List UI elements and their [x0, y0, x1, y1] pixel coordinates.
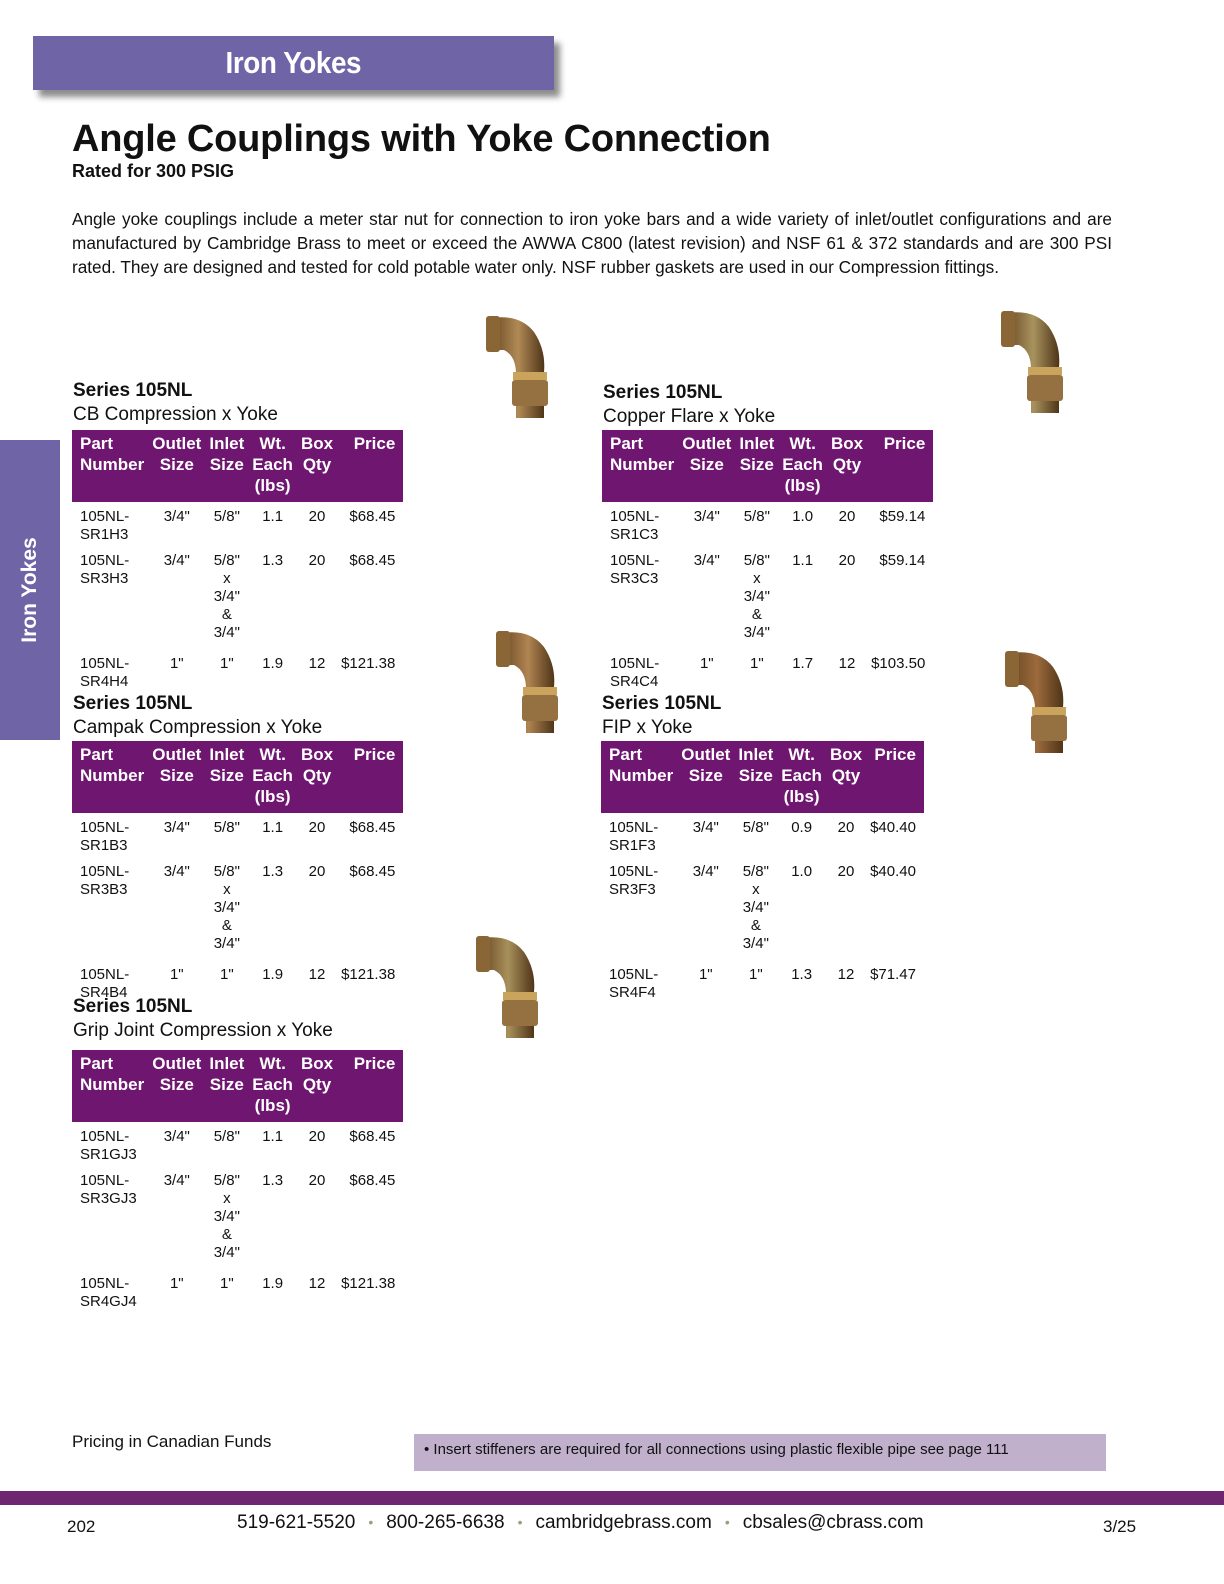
product-photo — [492, 625, 562, 737]
cell-price: $68.45 — [349, 863, 396, 880]
column-header: Wt. Each (lbs) — [248, 430, 297, 502]
cell-outlet: 3/4" — [163, 819, 190, 836]
cell-outlet: 1" — [699, 655, 714, 672]
cell-part: 105NL-SR4GJ4 — [80, 1275, 137, 1310]
cell-part: 105NL-SR4H4 — [80, 655, 130, 690]
cell-part: 105NL-SR1F3 — [609, 819, 659, 854]
cell-price: $40.40 — [870, 863, 916, 880]
cell-weight: 1.1 — [262, 1128, 284, 1145]
table-row — [602, 502, 933, 547]
product-description: CB Compression x Yoke — [73, 404, 278, 425]
cell-inlet: 1" — [749, 655, 764, 672]
cell-weight: 0.9 — [791, 819, 813, 836]
revision-date: 3/25 — [1103, 1517, 1137, 1536]
column-header: Outlet Size — [678, 430, 735, 502]
cell-inlet: 1" — [219, 1275, 234, 1292]
cell-inlet: 1" — [219, 966, 234, 983]
cell-price: $103.50 — [871, 655, 926, 672]
spec-table — [72, 1050, 403, 1314]
cell-box-qty: 20 — [308, 863, 326, 880]
cell-weight: 1.1 — [792, 552, 814, 569]
column-header: Inlet Size — [735, 430, 778, 502]
cell-outlet: 3/4" — [692, 863, 719, 880]
cell-inlet: 5/8" x 3/4" & 3/4" — [213, 552, 240, 641]
product-photo — [1001, 645, 1071, 757]
series-label: Series 105NL — [602, 693, 722, 714]
spec-table — [72, 741, 403, 1005]
cell-outlet: 3/4" — [693, 552, 720, 569]
cell-weight: 1.0 — [791, 863, 813, 880]
column-header: Outlet Size — [148, 1050, 205, 1122]
table-header-row — [72, 741, 403, 813]
column-header: Price — [867, 430, 933, 502]
cell-inlet: 5/8" — [213, 819, 240, 836]
column-header: Wt. Each (lbs) — [248, 741, 297, 813]
product-description: FIP x Yoke — [602, 717, 693, 738]
cell-outlet: 3/4" — [163, 508, 190, 525]
column-header: Box Qty — [297, 1050, 337, 1122]
product-photo — [482, 310, 552, 422]
cell-box-qty: 20 — [838, 552, 856, 569]
cell-outlet: 1" — [698, 966, 713, 983]
footer — [0, 1512, 1224, 1542]
column-header: Part Number — [602, 430, 678, 502]
cell-inlet: 5/8" x 3/4" & 3/4" — [213, 863, 240, 952]
cell-box-qty: 12 — [838, 655, 856, 672]
table-header-row — [72, 1050, 403, 1122]
cell-price: $121.38 — [341, 966, 396, 983]
cell-weight: 1.1 — [262, 508, 284, 525]
cell-box-qty: 12 — [308, 655, 326, 672]
cell-box-qty: 20 — [837, 863, 855, 880]
cell-part: 105NL-SR3H3 — [80, 552, 130, 587]
column-header: Outlet Size — [148, 430, 205, 502]
table-row — [601, 961, 924, 1005]
page-number: 202 — [67, 1517, 96, 1536]
column-header: Price — [337, 1050, 403, 1122]
column-header: Box Qty — [827, 430, 867, 502]
series-label: Series 105NL — [73, 996, 193, 1017]
section-banner-label: Iron Yokes — [225, 45, 362, 80]
product-photo — [472, 930, 542, 1042]
column-header: Inlet Size — [205, 430, 248, 502]
column-header: Outlet Size — [148, 741, 205, 813]
cell-box-qty: 20 — [838, 508, 856, 525]
table-row — [72, 1122, 403, 1167]
cell-weight: 1.9 — [262, 655, 284, 672]
cell-box-qty: 12 — [308, 966, 326, 983]
table-row — [72, 650, 403, 694]
column-header: Box Qty — [297, 430, 337, 502]
series-label: Series 105NL — [73, 693, 193, 714]
spec-table — [601, 741, 924, 1005]
table-row — [72, 547, 403, 650]
cell-inlet: 5/8" — [742, 819, 769, 836]
cell-box-qty: 20 — [308, 1128, 326, 1145]
cell-price: $68.45 — [349, 552, 396, 569]
cell-inlet: 5/8" — [213, 508, 240, 525]
cell-weight: 1.7 — [792, 655, 814, 672]
cell-inlet: 1" — [219, 655, 234, 672]
column-header: Box Qty — [297, 741, 337, 813]
cell-box-qty: 12 — [837, 966, 855, 983]
column-header: Outlet Size — [677, 741, 734, 813]
email-link[interactable]: cbsales@cbrass.com — [742, 1512, 924, 1533]
cell-outlet: 3/4" — [163, 1172, 190, 1189]
cell-price: $68.45 — [349, 508, 396, 525]
cell-outlet: 1" — [169, 966, 184, 983]
cell-price: $59.14 — [879, 552, 926, 569]
column-header: Part Number — [72, 1050, 148, 1122]
cell-price: $68.45 — [349, 1128, 396, 1145]
cell-box-qty: 20 — [308, 552, 326, 569]
phone-local[interactable]: 519-621-5520 — [237, 1512, 356, 1533]
cell-price: $71.47 — [870, 966, 916, 983]
cell-price: $40.40 — [870, 819, 916, 836]
table-row — [72, 1167, 403, 1270]
column-header: Wt. Each (lbs) — [778, 430, 827, 502]
product-description: Copper Flare x Yoke — [603, 406, 776, 427]
column-header: Part Number — [601, 741, 677, 813]
side-section-tab — [0, 440, 60, 740]
stiffener-note: • Insert stiffeners are required for all connections using plastic flexible pipe see page 111 — [414, 1434, 1106, 1471]
table-row — [601, 813, 924, 858]
cell-weight: 1.3 — [262, 863, 284, 880]
cell-price: $121.38 — [341, 655, 396, 672]
cell-box-qty: 20 — [308, 1172, 326, 1189]
page-subtitle: Rated for 300 PSIG — [72, 161, 235, 181]
table-header-row — [602, 430, 933, 502]
spec-table — [602, 430, 933, 694]
cell-inlet: 5/8" — [743, 508, 770, 525]
table-row — [602, 547, 933, 650]
column-header: Inlet Size — [205, 1050, 248, 1122]
cell-part: 105NL-SR1B3 — [80, 819, 130, 854]
cell-weight: 1.9 — [262, 966, 284, 983]
cell-outlet: 1" — [169, 655, 184, 672]
product-photo — [997, 305, 1067, 417]
cell-outlet: 3/4" — [693, 508, 720, 525]
bullet-separator-icon: • — [517, 1514, 523, 1530]
intro-paragraph: Angle yoke couplings include a meter star nut for connection to iron yoke bars and a wide variety of inlet/outlet configurations and are manufactured by Cambridge Brass to meet or exceed the AWWA C800 (latest revision) and NSF 61 & 372 standards and are 300 PSI rated. They are designed and tested for cold potable water only. NSF rubber gaskets are used in our Compression fittings. — [72, 209, 1112, 277]
cell-box-qty: 20 — [308, 819, 326, 836]
cell-weight: 1.3 — [262, 1172, 284, 1189]
table-row — [72, 813, 403, 858]
table-row — [72, 858, 403, 961]
product-description: Campak Compression x Yoke — [73, 717, 323, 738]
website-link[interactable]: cambridgebrass.com — [535, 1512, 712, 1533]
cell-part: 105NL-SR1C3 — [610, 508, 660, 543]
column-header: Price — [866, 741, 924, 813]
cell-outlet: 3/4" — [692, 819, 719, 836]
cell-part: 105NL-SR3B3 — [80, 863, 130, 898]
cell-weight: 1.9 — [262, 1275, 284, 1292]
cell-inlet: 1" — [748, 966, 763, 983]
product-description: Grip Joint Compression x Yoke — [73, 1020, 333, 1041]
column-header: Price — [337, 741, 403, 813]
column-header: Price — [337, 430, 403, 502]
page-title: Angle Couplings with Yoke Connection — [72, 118, 771, 160]
cell-inlet: 5/8" x 3/4" & 3/4" — [213, 1172, 240, 1261]
footer-contacts — [237, 1512, 924, 1534]
column-header: Inlet Size — [734, 741, 777, 813]
cell-outlet: 3/4" — [163, 552, 190, 569]
cell-weight: 1.1 — [262, 819, 284, 836]
cell-outlet: 3/4" — [163, 1128, 190, 1145]
cell-outlet: 3/4" — [163, 863, 190, 880]
cell-part: 105NL-SR3C3 — [610, 552, 660, 587]
column-header: Box Qty — [826, 741, 866, 813]
cell-weight: 1.3 — [262, 552, 284, 569]
side-tab-label: Iron Yokes — [18, 537, 41, 643]
cell-part: 105NL-SR3GJ3 — [80, 1172, 137, 1207]
cell-weight: 1.0 — [792, 508, 814, 525]
table-header-row — [72, 430, 403, 502]
cell-price: $68.45 — [349, 819, 396, 836]
footer-bar — [0, 1491, 1224, 1505]
cell-inlet: 5/8" — [213, 1128, 240, 1145]
cell-part: 105NL-SR3F3 — [609, 863, 659, 898]
series-label: Series 105NL — [73, 380, 193, 401]
spec-table — [72, 430, 403, 694]
cell-outlet: 1" — [169, 1275, 184, 1292]
cell-inlet: 5/8" x 3/4" & 3/4" — [742, 863, 769, 952]
column-header: Wt. Each (lbs) — [777, 741, 826, 813]
cell-part: 105NL-SR4B4 — [80, 966, 130, 1001]
cell-box-qty: 20 — [837, 819, 855, 836]
cell-price: $121.38 — [341, 1275, 396, 1292]
table-row — [602, 650, 933, 694]
phone-tollfree[interactable]: 800-265-6638 — [386, 1512, 505, 1533]
column-header: Inlet Size — [205, 741, 248, 813]
cell-price: $59.14 — [879, 508, 926, 525]
cell-part: 105NL-SR4F4 — [609, 966, 659, 1001]
column-header: Wt. Each (lbs) — [248, 1050, 297, 1122]
series-label: Series 105NL — [603, 382, 723, 403]
cell-part: 105NL-SR1H3 — [80, 508, 130, 543]
section-banner — [33, 36, 554, 90]
column-header: Part Number — [72, 741, 148, 813]
column-header: Part Number — [72, 430, 148, 502]
cell-part: 105NL-SR4C4 — [610, 655, 660, 690]
bullet-separator-icon: • — [724, 1514, 730, 1530]
table-row — [601, 858, 924, 961]
table-row — [72, 1270, 403, 1314]
cell-part: 105NL-SR1GJ3 — [80, 1128, 137, 1163]
cell-box-qty: 20 — [308, 508, 326, 525]
cell-box-qty: 12 — [308, 1275, 326, 1292]
cell-price: $68.45 — [349, 1172, 396, 1189]
table-row — [72, 502, 403, 547]
bullet-separator-icon: • — [368, 1514, 374, 1530]
pricing-note: Pricing in Canadian Funds — [72, 1432, 272, 1451]
cell-inlet: 5/8" x 3/4" & 3/4" — [743, 552, 770, 641]
table-header-row — [601, 741, 924, 813]
cell-weight: 1.3 — [791, 966, 813, 983]
